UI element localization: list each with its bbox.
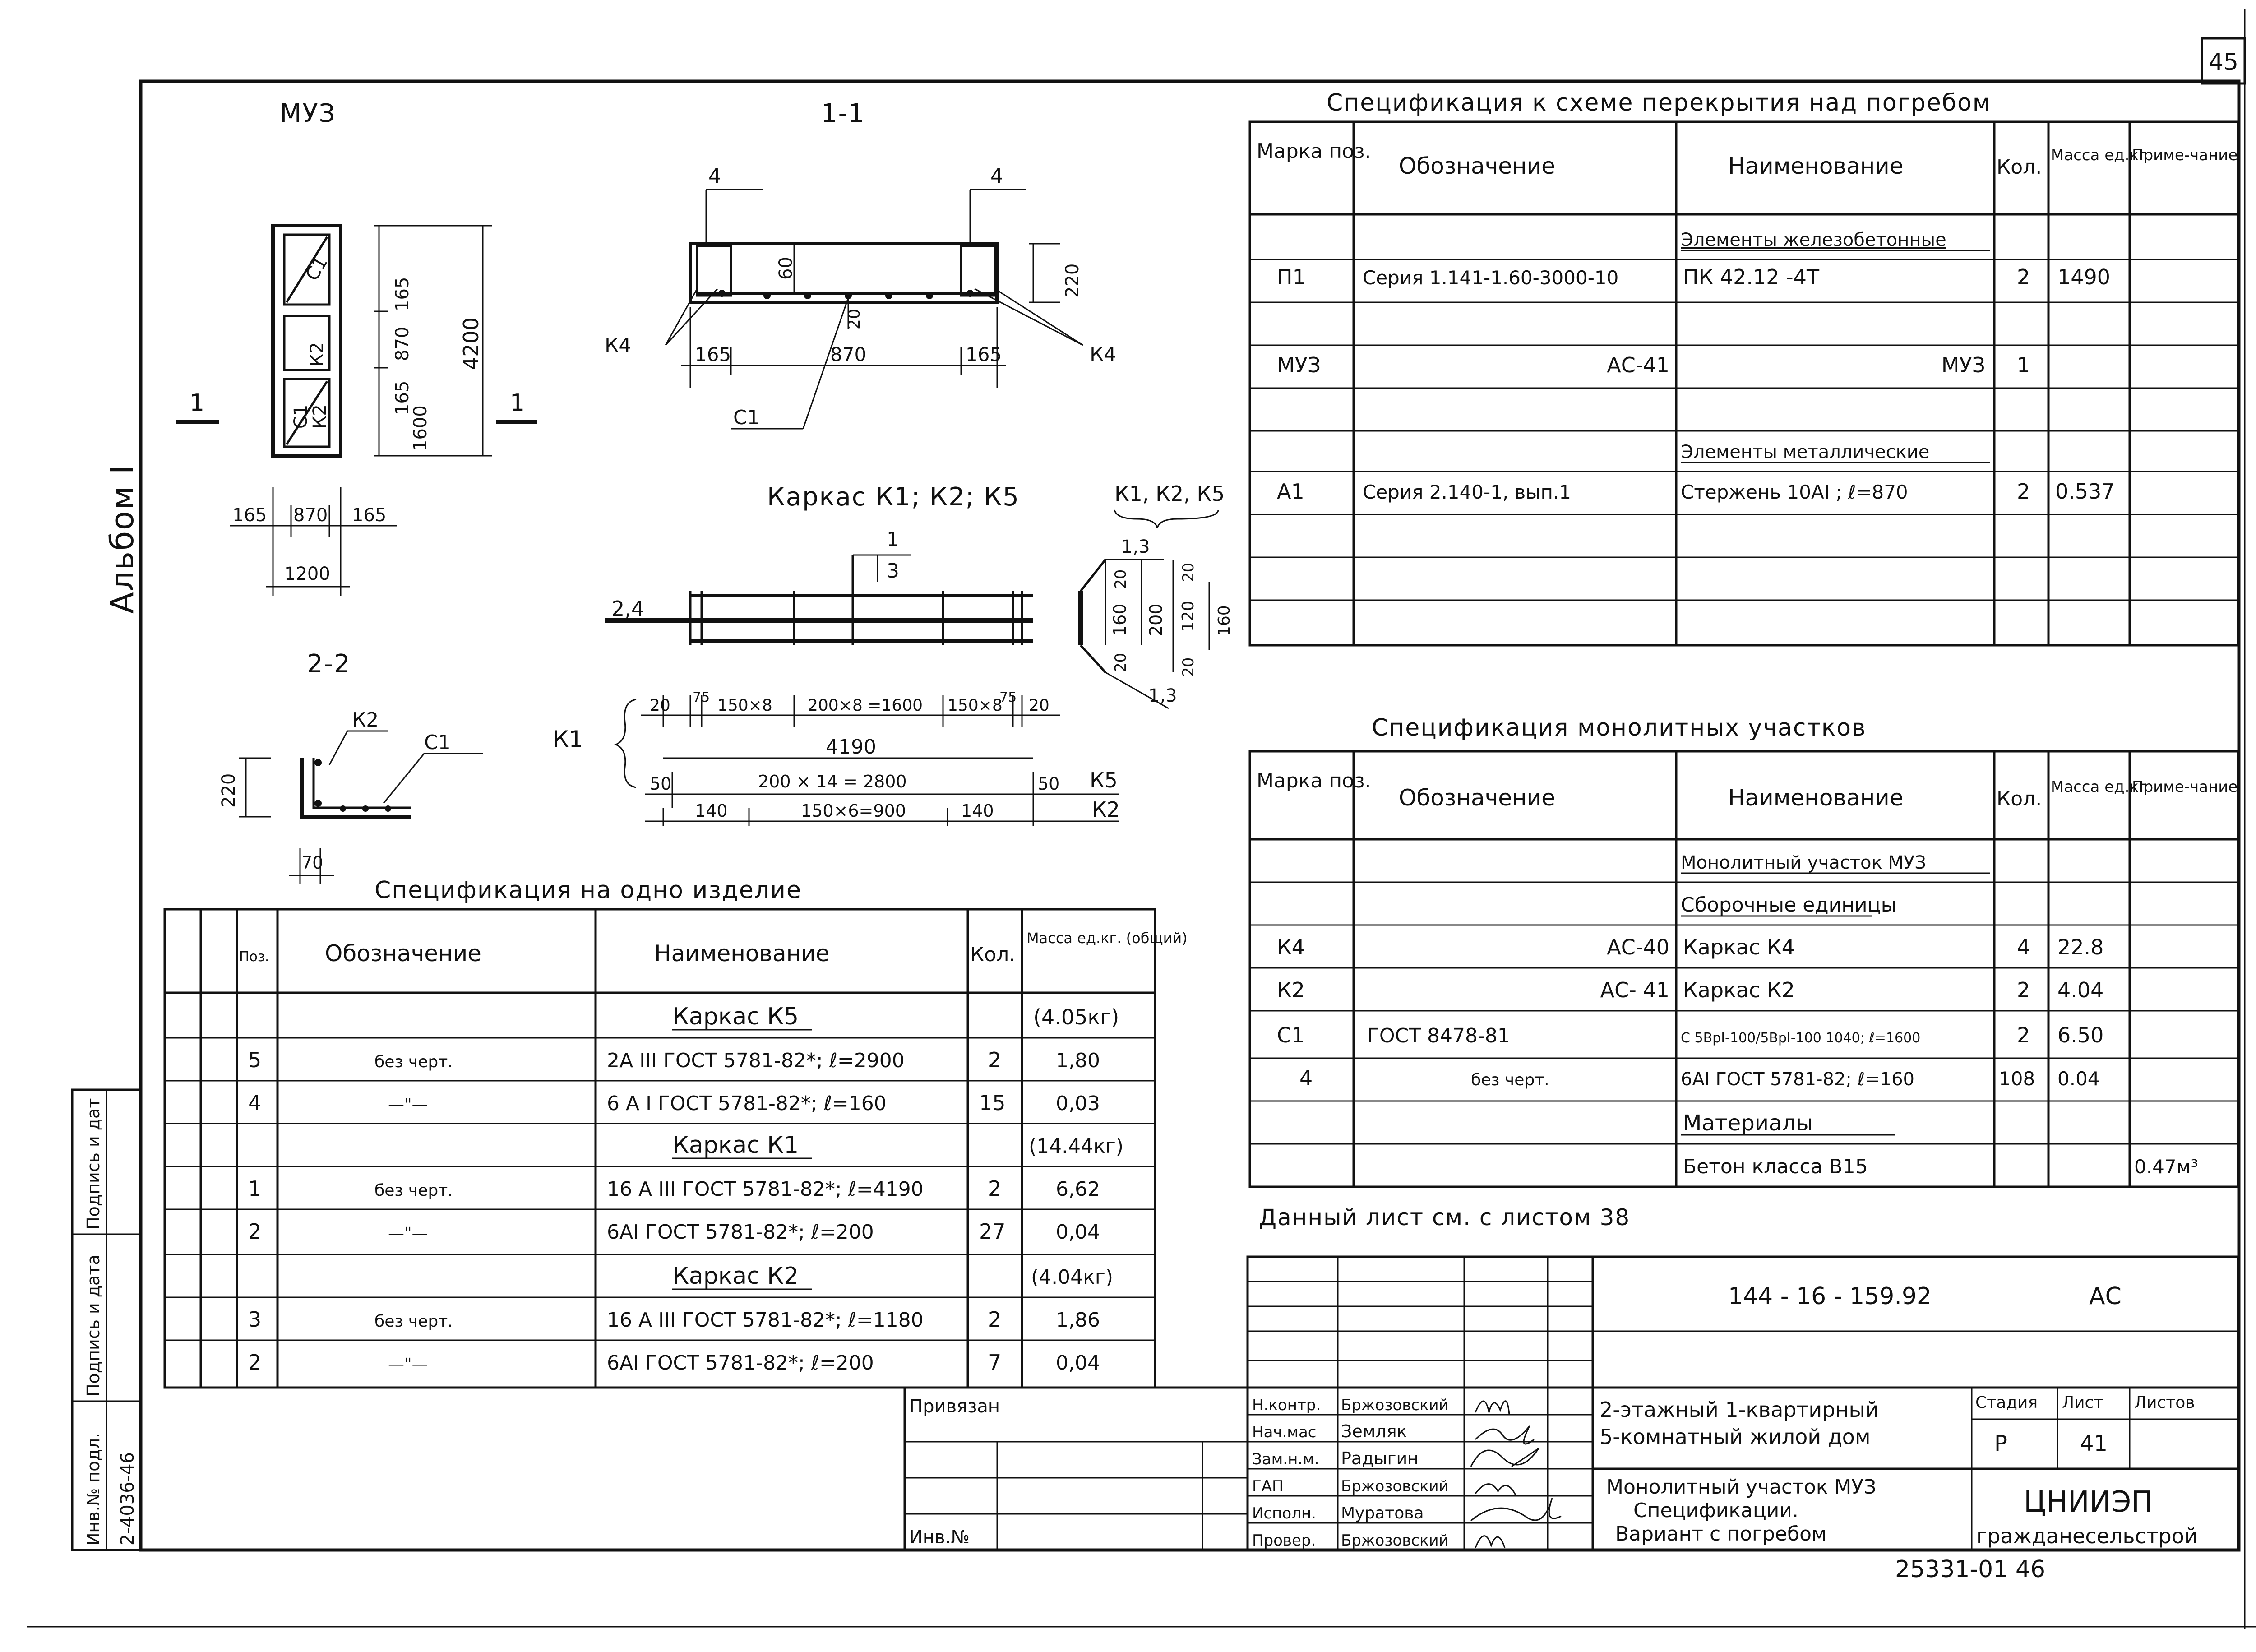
role-2: Зам.н.м.	[1252, 1450, 1319, 1468]
role-4-name: Муратова	[1341, 1504, 1424, 1522]
roof-r3-mark: МУЗ	[1277, 353, 1321, 377]
item-r5-qty: 27	[979, 1219, 1006, 1244]
frame-r3-mid: 150×6=900	[801, 801, 906, 821]
sec11-dim-60: 60	[776, 257, 796, 280]
frame-k-label: К1, К2, К5	[1114, 481, 1225, 506]
mono-r0-name: Монолитный участок МУЗ	[1681, 852, 1926, 873]
item-r5-pos: 2	[248, 1219, 262, 1244]
doc-series: АС	[2089, 1283, 2122, 1310]
item-r8-code: —"—	[388, 1355, 428, 1374]
item-r1-code: без черт.	[374, 1053, 453, 1071]
roof-r6-code: Серия 2.140-1, вып.1	[1363, 481, 1571, 503]
item-r8-mass: 0,04	[1056, 1351, 1100, 1374]
item-r0-mass: (4.05кг)	[1033, 1005, 1119, 1029]
item-hdr-mass: Масса ед.кг. (общий)	[1026, 930, 1188, 947]
fsec-20d: 20	[1179, 657, 1197, 677]
mono-r3-code: АС- 41	[1600, 978, 1669, 1002]
frame-r1-20b: 20	[1029, 696, 1049, 715]
roof-r3-qty: 1	[2017, 353, 2030, 377]
side-inv-label: Инв.№ подл.	[83, 1432, 103, 1546]
archive-number: 25331-01 46	[1895, 1556, 2046, 1583]
sec11-dim-165b: 165	[966, 343, 1002, 366]
frame-left-label: 2,4	[611, 597, 645, 621]
roof-hdr-name: Наименование	[1728, 153, 1904, 179]
frame-total: 4190	[826, 736, 876, 759]
item-r3-mass: (14.44кг)	[1029, 1135, 1123, 1158]
item-r8-name: 6АI ГОСТ 5781-82*; ℓ=200	[607, 1351, 874, 1374]
fsec-160b: 160	[1215, 605, 1234, 636]
frame-r1-150b: 150×8	[948, 696, 1003, 715]
item-r5-code: —"—	[388, 1224, 428, 1243]
org-line-1: ЦНИИЭП	[2024, 1485, 2153, 1519]
roof-hdr-mass: Масса ед.кг	[2051, 146, 2147, 164]
side-sign-date-label: Подпись и дата	[83, 1254, 103, 1397]
plan-dim-165d: 165	[352, 505, 387, 526]
roof-hdr-note: Приме-чание	[2132, 146, 2238, 164]
item-r1-qty: 2	[988, 1048, 1002, 1072]
side-inv-value: 2-4036-46	[117, 1452, 138, 1546]
roof-r3-name: МУЗ	[1941, 353, 1985, 377]
frame-r3-k2: К2	[1092, 797, 1120, 822]
item-r2-qty: 15	[979, 1091, 1006, 1115]
mono-r2-code: АС-40	[1607, 935, 1669, 959]
item-r4-name: 16 А III ГОСТ 5781-82*; ℓ=4190	[607, 1178, 924, 1201]
mono-hdr-note: Приме-чание	[2132, 778, 2238, 796]
section-mark-left: 1	[190, 389, 205, 416]
sec22-k2: К2	[352, 708, 379, 731]
sec11-dim-220: 220	[1062, 263, 1083, 298]
fsec-20b: 20	[1179, 562, 1197, 582]
privyazan-label: Привязан	[909, 1396, 1000, 1417]
mono-hdr-mass: Масса ед.кг	[2051, 778, 2147, 796]
role-2-name: Радыгин	[1341, 1448, 1419, 1468]
section-mark-right: 1	[510, 389, 525, 416]
sheet-note: Данный лист см. с листом 38	[1259, 1204, 1631, 1231]
roof-r6-mass: 0.537	[2055, 479, 2115, 504]
frame-r3-140b: 140	[961, 801, 994, 821]
sheet-value: 41	[2080, 1431, 2108, 1456]
mono-r1-name: Сборочные единицы	[1681, 893, 1897, 916]
sec11-k4-right: К4	[1090, 343, 1117, 366]
sheet-header: Лист	[2062, 1393, 2103, 1412]
item-r8-pos: 2	[248, 1350, 262, 1374]
role-1-name: Земляк	[1341, 1421, 1407, 1441]
frame-call-up: 1	[887, 528, 899, 551]
plan-dim-165a: 165	[392, 277, 413, 311]
mono-r7-name: Бетон класса В15	[1683, 1155, 1868, 1178]
mono-r3-name: Каркас К2	[1683, 978, 1795, 1002]
plan-view	[176, 99, 537, 596]
frame-r1-75b: 75	[999, 689, 1017, 705]
fsec-200: 200	[1146, 603, 1166, 636]
spec-mono-title: Спецификация монолитных участков	[1372, 714, 1867, 741]
role-4: Исполн.	[1252, 1504, 1316, 1522]
mono-r4-mark: С1	[1277, 1023, 1305, 1047]
sheet-title-2: Спецификации.	[1633, 1499, 1798, 1522]
section-11-label: 1-1	[821, 99, 865, 128]
item-r8-qty: 7	[988, 1350, 1002, 1374]
side-stamp	[72, 1090, 141, 1550]
frame-k1-label: К1	[553, 726, 583, 752]
project-line-1: 2-этажный 1-квартирный	[1600, 1397, 1879, 1422]
item-r4-pos: 1	[248, 1176, 262, 1201]
stage-value: Р	[1994, 1431, 2007, 1456]
frame-r1-150a: 150×8	[717, 696, 772, 715]
org-line-2: гражданесельстрой	[1976, 1524, 2198, 1548]
section-2-2	[218, 649, 483, 884]
sec11-dim-870: 870	[830, 343, 867, 366]
sec11-k4-left: К4	[605, 334, 632, 357]
roof-r1-qty: 2	[2017, 265, 2030, 289]
frame-r1-75a: 75	[693, 689, 710, 705]
page-number: 45	[2208, 49, 2239, 76]
frame-r2-k5: К5	[1090, 768, 1118, 792]
sheet-title-3: Вариант с погребом	[1615, 1522, 1827, 1546]
roof-r6-qty: 2	[2017, 479, 2030, 504]
mono-r5-name: 6АI ГОСТ 5781-82; ℓ=160	[1681, 1069, 1914, 1090]
fsec-20c: 20	[1112, 652, 1130, 672]
roof-r1-mass: 1490	[2057, 265, 2111, 289]
item-r5-mass: 0,04	[1056, 1221, 1100, 1244]
stage-header: Стадия	[1975, 1393, 2038, 1412]
role-1: Нач.мас	[1252, 1423, 1317, 1441]
roof-hdr-qty: Кол.	[1997, 156, 2042, 179]
roof-r0-name: Элементы железобетонные	[1681, 230, 1946, 250]
sheet-frame	[27, 9, 2256, 1629]
sec11-dim-20: 20	[845, 309, 864, 329]
item-hdr-pos: Поз.	[239, 949, 269, 965]
mono-r7-note: 0.47м³	[2134, 1156, 2199, 1178]
roof-hdr-code: Обозначение	[1399, 153, 1555, 179]
roof-r6-name: Стержень 10АI ; ℓ=870	[1681, 481, 1908, 503]
item-hdr-qty: Кол.	[970, 943, 1016, 966]
frame-r2-50a: 50	[650, 774, 672, 794]
title-block	[905, 1257, 2238, 1550]
sec22-dim-70: 70	[301, 853, 324, 873]
spec-item-table	[165, 877, 1188, 1388]
plan-dim-870a: 870	[392, 326, 413, 361]
mono-hdr-name: Наименование	[1728, 785, 1904, 811]
sec22-dim-220: 220	[218, 773, 239, 808]
role-3-name: Бржозовский	[1341, 1477, 1449, 1495]
plan-c1-top: С1	[301, 253, 332, 284]
item-r7-mass: 1,86	[1056, 1309, 1100, 1332]
mono-r4-name: С 5ВрI-100/5ВрI-100 1040; ℓ=1600	[1681, 1030, 1921, 1046]
item-r2-pos: 4	[248, 1091, 262, 1115]
mono-r3-qty: 2	[2017, 978, 2030, 1002]
plan-k2-bot: К2	[310, 404, 330, 429]
item-hdr-name: Наименование	[654, 940, 830, 967]
item-hdr-code: Обозначение	[325, 940, 481, 967]
frame-call-down: 3	[887, 560, 899, 583]
mono-hdr-code: Обозначение	[1399, 785, 1555, 811]
plan-dim-165b: 165	[392, 380, 413, 415]
mono-r6-name: Материалы	[1683, 1111, 1813, 1136]
plan-c1-bot: С1	[291, 404, 311, 429]
item-r4-qty: 2	[988, 1176, 1002, 1201]
sheets-header: Листов	[2134, 1393, 2195, 1412]
frame-section	[1081, 481, 1234, 708]
frame-r2-50b: 50	[1038, 774, 1060, 794]
plan-label: МУЗ	[280, 99, 336, 128]
plan-dim-1600: 1600	[410, 405, 431, 451]
plan-dim-1200: 1200	[284, 564, 330, 584]
roof-r5-name: Элементы металлические	[1681, 442, 1930, 463]
section-22-label: 2-2	[307, 649, 351, 679]
roof-r3-code: АС-41	[1607, 353, 1669, 377]
mono-r3-mark: К2	[1277, 978, 1305, 1002]
item-r3-name: Каркас К1	[672, 1132, 799, 1159]
plan-dim-4200: 4200	[459, 317, 483, 370]
spec-mono-table	[1250, 714, 2238, 1187]
role-3: ГАП	[1252, 1477, 1284, 1495]
item-r2-code: —"—	[388, 1096, 428, 1114]
fsec-13-bot: 1,3	[1148, 685, 1177, 706]
frame-r3-140a: 140	[695, 801, 728, 821]
spec-item-title: Спецификация на одно изделие	[374, 877, 802, 904]
item-r4-mass: 6,62	[1056, 1178, 1100, 1201]
album-label: Альбом I	[104, 464, 141, 614]
frame-title: Каркас К1; К2; К5	[767, 482, 1020, 512]
frame-r1-200: 200×8 =1600	[808, 696, 923, 715]
item-r0-name: Каркас К5	[672, 1003, 799, 1030]
item-r1-name: 2А III ГОСТ 5781-82*; ℓ=2900	[607, 1049, 905, 1072]
item-r7-name: 16 А III ГОСТ 5781-82*; ℓ=1180	[607, 1309, 924, 1332]
side-sign-label: Подпись и дат	[83, 1098, 103, 1230]
item-r4-code: без черт.	[374, 1181, 453, 1200]
item-r1-mass: 1,80	[1056, 1049, 1100, 1072]
item-r2-mass: 0,03	[1056, 1092, 1100, 1115]
frame-k1-k2-k5	[553, 482, 1120, 826]
role-5-name: Бржозовский	[1341, 1532, 1449, 1550]
sec11-c1: С1	[733, 406, 760, 429]
mono-r2-mark: К4	[1277, 935, 1305, 959]
fsec-160a: 160	[1110, 603, 1130, 636]
sec22-c1: С1	[424, 731, 451, 754]
mono-r4-code: ГОСТ 8478-81	[1367, 1024, 1510, 1047]
spec-roof-title: Спецификация к схеме перекрытия над погребом	[1327, 89, 1992, 116]
mono-r5-mass: 0.04	[2057, 1068, 2100, 1090]
roof-r6-mark: А1	[1277, 479, 1304, 504]
plan-k2-mid: К2	[307, 342, 328, 366]
roof-hdr-mark: Марка поз.	[1257, 140, 1371, 163]
mono-r4-qty: 2	[2017, 1023, 2030, 1047]
mono-r4-mass: 6.50	[2057, 1023, 2104, 1047]
role-0: Н.контр.	[1252, 1396, 1321, 1414]
item-r2-name: 6 А I ГОСТ 5781-82*; ℓ=160	[607, 1092, 887, 1115]
mono-hdr-qty: Кол.	[1997, 787, 2042, 810]
mono-r5-code: без черт.	[1471, 1071, 1549, 1089]
roof-r1-code: Серия 1.141-1.60-3000-10	[1363, 267, 1619, 289]
project-line-2: 5-комнатный жилой дом	[1600, 1425, 1871, 1449]
role-5: Провер.	[1252, 1532, 1316, 1550]
fsec-120: 120	[1179, 601, 1197, 632]
item-r7-pos: 3	[248, 1307, 262, 1332]
section-1-1	[605, 99, 1116, 429]
sec11-mark-4b: 4	[990, 165, 1003, 188]
item-r7-code: без черт.	[374, 1312, 453, 1331]
plan-dim-870b: 870	[293, 505, 328, 526]
roof-r1-name: ПК 42.12 -4Т	[1683, 265, 1820, 289]
item-r7-qty: 2	[988, 1307, 1002, 1332]
mono-r5-mark: 4	[1299, 1066, 1313, 1090]
fsec-13-top: 1,3	[1121, 537, 1150, 557]
inv-no-label: Инв.№	[909, 1527, 970, 1548]
mono-hdr-mark: Марка поз.	[1257, 769, 1371, 792]
item-r1-pos: 5	[248, 1048, 262, 1072]
mono-r5-qty: 108	[1999, 1068, 2035, 1090]
item-r6-name: Каркас К2	[672, 1263, 799, 1290]
role-0-name: Бржозовский	[1341, 1396, 1449, 1414]
mono-r2-mass: 22.8	[2057, 935, 2104, 959]
sec11-dim-165a: 165	[695, 343, 731, 366]
frame-r1-20a: 20	[650, 696, 670, 715]
spec-roof-table	[1250, 89, 2238, 645]
sheet-title-1: Монолитный участок МУЗ	[1606, 1476, 1877, 1499]
fsec-20a: 20	[1112, 569, 1130, 589]
roof-r1-mark: П1	[1277, 265, 1306, 289]
sec11-mark-4a: 4	[708, 165, 721, 188]
plan-dim-165c: 165	[232, 505, 267, 526]
mono-r2-qty: 4	[2017, 935, 2030, 959]
frame-r2-mid: 200 × 14 = 2800	[758, 772, 907, 791]
item-r6-mass: (4.04кг)	[1031, 1266, 1113, 1289]
doc-code: 144 - 16 - 159.92	[1728, 1283, 1932, 1310]
mono-r2-name: Каркас К4	[1683, 935, 1795, 959]
mono-r3-mass: 4.04	[2057, 978, 2104, 1002]
item-r5-name: 6АI ГОСТ 5781-82*; ℓ=200	[607, 1221, 874, 1244]
